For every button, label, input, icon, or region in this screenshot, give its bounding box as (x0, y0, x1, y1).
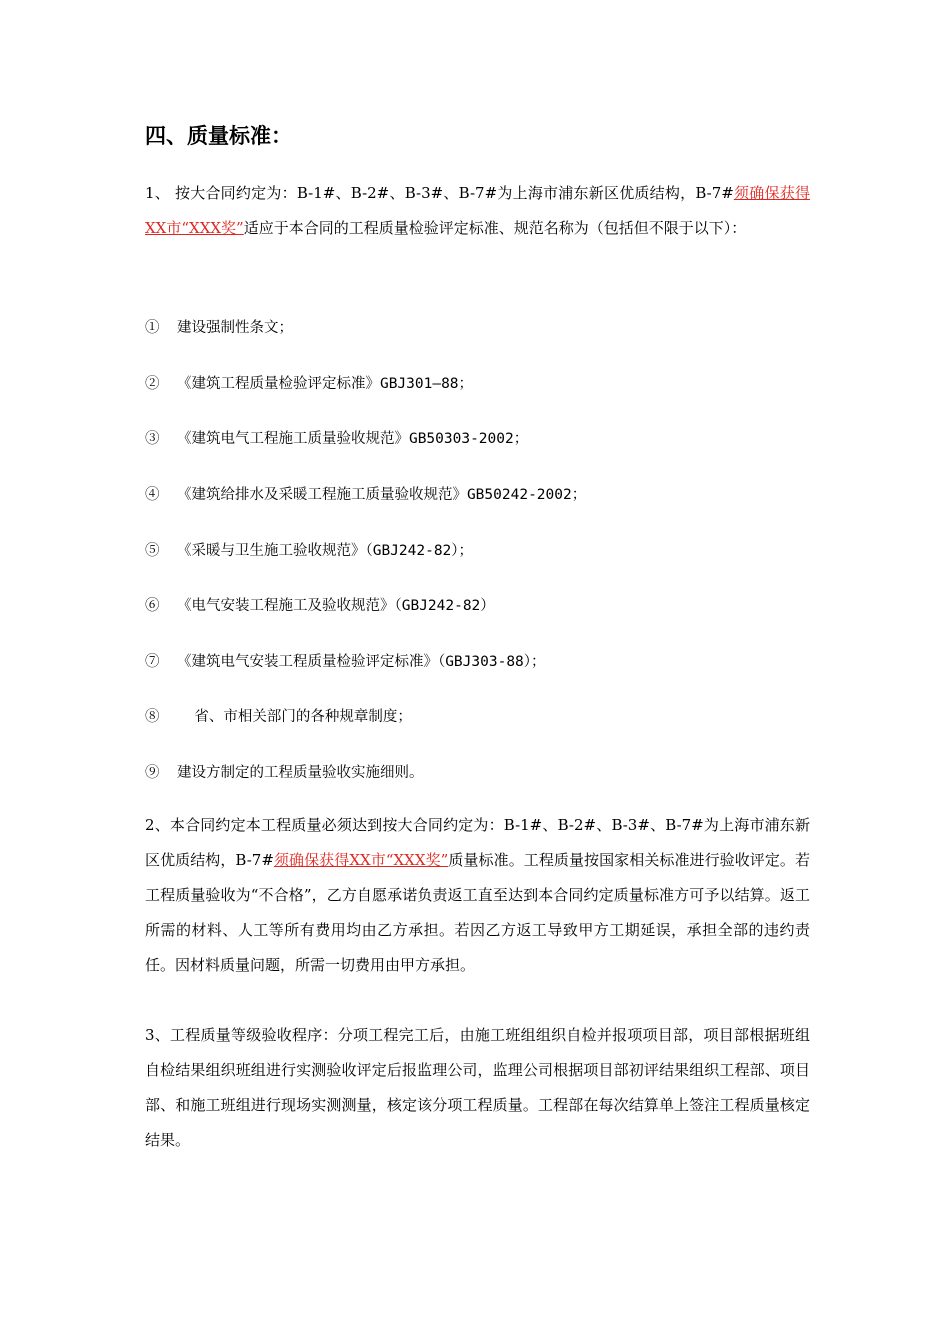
clause-1-text-a: 1、 按大合同约定为：B-1#、B-2#、B-3#、B-7#为上海市浦东新区优质结构，B-7# (145, 184, 734, 202)
clause-2-text-a: 2、本合同约定本工程质量必须达到按大合同约定为：B-1#、B-2#、B-3#、B-7#为上海市浦东新区优质结构，B-7# (145, 816, 810, 869)
clause-2-award-highlight: 须确保获得XX市“XXX奖” (273, 851, 449, 869)
standard-item-4: ④ 《建筑给排水及采暖工程施工质量验收规范》GB50242-2002； (145, 487, 587, 503)
clause-1 (145, 176, 810, 246)
standard-item-7: ⑦ 《建筑电气安装工程质量检验评定标准》（GBJ303-88）； (145, 654, 546, 670)
clause-1-text-b: 适应于本合同的工程质量检验评定标准、规范名称为（包括但不限于以下）： (243, 219, 747, 237)
clause-1-award-highlight: 须确保获得XX市“XXX奖” (145, 184, 810, 237)
standard-item-3: ③ 《建筑电气工程施工质量验收规范》GB50303-2002； (145, 431, 529, 447)
standard-item-1: ① 建设强制性条文； (145, 320, 293, 336)
standard-item-8: ⑧ 省、市相关部门的各种规章制度； (145, 709, 412, 725)
clause-2 (145, 808, 810, 983)
standard-item-2: ② 《建筑工程质量检验评定标准》GBJ301—88； (145, 376, 474, 392)
clause-3: 3、工程质量等级验收程序：分项工程完工后，由施工班组组织自检并报项项目部，项目部根据班组自检结果组织班组进行实测验收评定后报监理公司，监理公司根据项目部初评结果组织工程部、项目部、和施工班组进行现场实测测量，核定该分项工程质量。工程部在每次结算单上签注工程质量核定结果。 (145, 1026, 810, 1149)
clause-2-text-b: 质量标准。工程质量按国家相关标准进行验收评定。若工程质量验收为“不合格”，乙方自愿承诺负责返工直至达到本合同约定质量标准方可予以结算。返工所需的材料、人工等所有费用均由乙方承担。若因乙方返工导致甲方工期延误，承担全部的违约责任。因材料质量问题，所需一切费用由甲方承担。 (145, 851, 811, 974)
standard-item-6: ⑥ 《电气安装工程施工及验收规范》（GBJ242-82） (145, 598, 495, 614)
section-heading: 四、质量标准： (145, 124, 292, 148)
standard-item-5: ⑤ 《采暖与卫生施工验收规范》（GBJ242-82）； (145, 543, 474, 559)
standard-item-9: ⑨ 建设方制定的工程质量验收实施细则。 (145, 765, 424, 781)
